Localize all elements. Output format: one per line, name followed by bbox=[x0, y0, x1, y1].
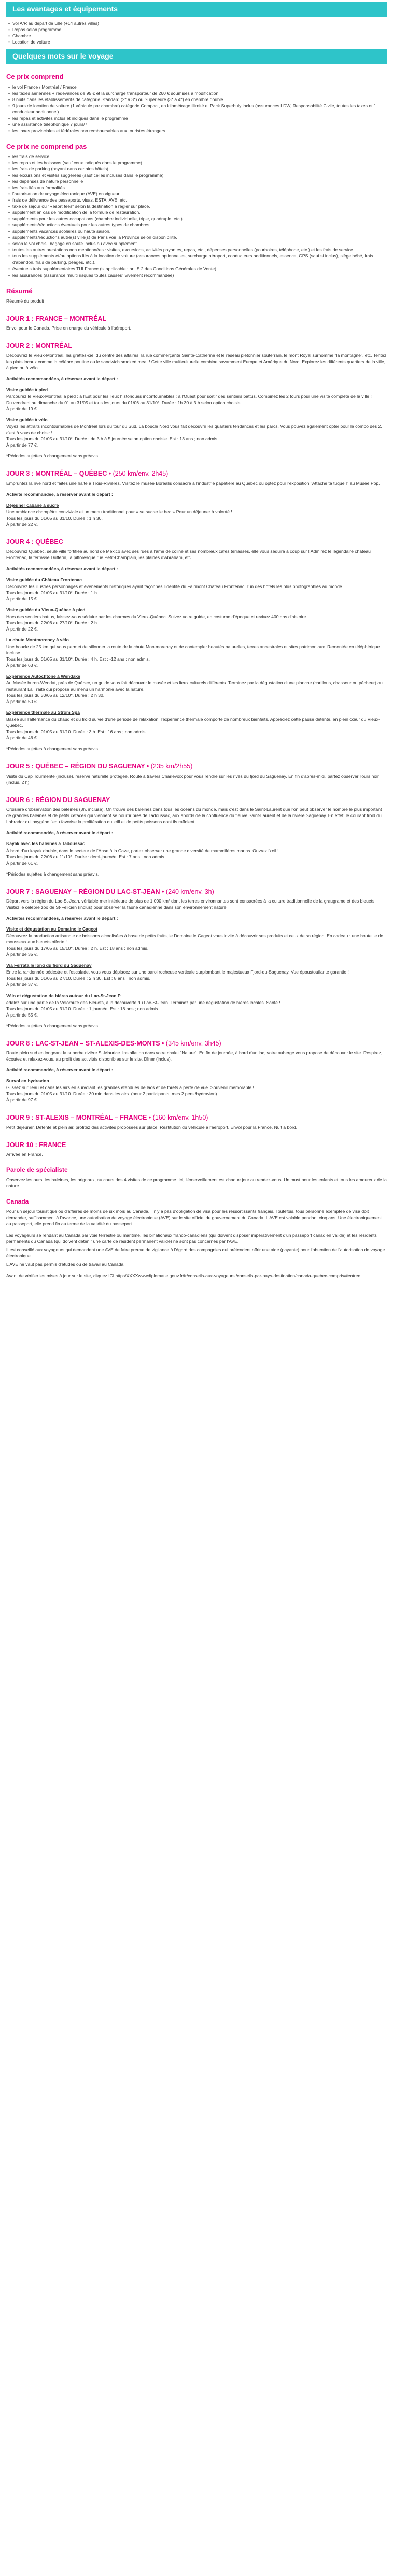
day-title-text: JOUR 4 : QUÉBEC bbox=[6, 538, 63, 546]
day-title-text: JOUR 9 : ST-ALEXIS – MONTRÉAL – FRANCE • bbox=[6, 1114, 151, 1122]
activity-detail: Tous les jours du 01/05 au 31/10*. Durée : de 3 h à 5 journée selon option choisie. Est : 13 ans ; non admis. bbox=[6, 436, 219, 442]
about-title: Quelques mots sur le voyage bbox=[6, 49, 387, 64]
day-title bbox=[6, 1039, 387, 1049]
excludes-item: • les dépenses de nature personnelle bbox=[12, 178, 387, 184]
specialist-text: Observez les ours, les baleines, les orignaux, au cours des 4 visites de ce programme. Ici, l'émerveillement est chaque jour au rendez-vous. Un must pour les enfants et tous les amoureux de la nature. bbox=[6, 1177, 387, 1189]
excludes-item: • supplément en cas de modification de la formule de restauration. bbox=[12, 209, 387, 216]
advantages-title: Les avantages et équipements bbox=[6, 2, 387, 17]
activities-heading: Activités recommandées, à réserver avant le départ : bbox=[6, 915, 118, 921]
includes-item: • les taxes provinciales et fédérales non remboursables aux touristes étrangers bbox=[12, 127, 387, 134]
includes-item: • 9 jours de location de voiture (1 véhicule par chambre) catégorie Compact, en kilométrage illimité et Pack Superbuly inclus (assurances LDW, Responsabilité Civile, toutes les taxes et 1 conducteur additionnel) bbox=[12, 103, 387, 115]
activity-detail: À partir de 37 €. bbox=[6, 982, 38, 988]
excludes-item: • les frais liés aux formalités bbox=[12, 184, 387, 191]
day-title bbox=[6, 341, 387, 351]
activity-name: Visite et dégustation au Domaine le Cageot bbox=[6, 926, 98, 932]
day-description: Croisière d'observation des baleines (3h, incluse). On trouve des baleines dans tous les océans du monde, mais c'est dans le Saint-Laurent que l'on peut observer le nombre le plus important de grandes baleines et de petits cétacés qui viennent se nourrir près de Tadoussac, aux abords de la confluence du fleuve Saint-Laurent et de la rivière Saguenay. En effet, le courant froid du Labrador qui oxygène l'eau favorise la prolifération du krill et de petits poissons dont ils raffolent. bbox=[6, 807, 382, 825]
period-note: *Périodes sujettes à changement sans préavis. bbox=[6, 746, 100, 752]
activity-name: Expérience thermale au Strom Spa bbox=[6, 710, 80, 715]
day-title-text: JOUR 5 : QUÉBEC – RÉGION DU SAGUENAY • bbox=[6, 763, 149, 770]
activity-detail: Basée sur l'alternance du chaud et du froid suivie d'une période de relaxation, l'expérience thermale comporte de nombreux bienfaits. Appréciez cette pause détente, en plein cœur du Vieux-Québec. bbox=[6, 717, 380, 728]
day-distance: (250 km/env. 2h45) bbox=[113, 470, 169, 478]
includes-item: • 8 nuits dans les établissements de catégorie Standard (2* à 3*) ou Supérieure (3* à 4*) en chambre double bbox=[12, 96, 387, 103]
day-title-text: JOUR 6 : RÉGION DU SAGUENAY bbox=[6, 796, 110, 804]
excludes-item: • éventuels trais supplémentaires TUI France (si applicable : art. 5.2 des Conditions Générales de Vente). bbox=[12, 266, 387, 272]
canada-link-text[interactable]: Avant de vérifier les mises à jour sur le site, cliquez ICI https/XXXXwwwdiplomatie.gouv.fr/fr/conseils-aux-voyageurs /conseils-par-pays-destination/canada-quebec-compris/#entree bbox=[6, 1273, 361, 1279]
includes-item: • les taxes aériennes + redevances de 95 € et la surcharge transporteur de 260 € soumises à modification bbox=[12, 90, 387, 96]
activity-detail: Une ambiance champêtre conviviale et un menu traditionnel pour « se sucrer le bec » Pour un déjeuner à volonté ! bbox=[6, 509, 232, 514]
canada-paragraph: Les voyageurs se rendant au Canada par voie terrestre ou maritime, les binationaux franco-canadiens (qui doivent disposer impérativement d'un passeport canadien valide) et les résidents permanents du Canada (qui doivent détenir une carte de résident permanent valide) ne sont pas concernés par l'AVE. bbox=[6, 1233, 377, 1244]
day-title-text: JOUR 10 : FRANCE bbox=[6, 1141, 66, 1149]
activity-detail: Hors des sentiers battus, laissez-vous séduire par les charmes du Vieux-Québec. Suivez votre guide, en costume d'époque et revivez 400 ans d'histoire. bbox=[6, 613, 307, 619]
day-distance: (160 km/env. 1h50) bbox=[152, 1114, 208, 1122]
activity-name: Kayak avec les baleines à Tadoussac bbox=[6, 841, 85, 847]
excludes-item: • les frais de parking (payant dans certains hôtels) bbox=[12, 166, 387, 172]
summary-title: Résumé bbox=[6, 287, 33, 295]
summary-text: Résumé du produit bbox=[6, 298, 44, 304]
canada-title: Canada bbox=[6, 1198, 29, 1206]
excludes-item: • suppléments vacances scolaires ou haute saison. bbox=[12, 228, 387, 234]
activity-name: Survol en hydravion bbox=[6, 1078, 49, 1084]
day-title bbox=[6, 538, 387, 547]
excludes-item: • frais de délivrance des passeports, visas, ESTA, AVE, etc. bbox=[12, 197, 387, 203]
activity-detail: Une boucle de 25 km qui vous permet de sillonner la route de la chute Montmorency et de contempler beautés naturelles, terres ancestrales et sites patrimoniaux. Remontée en téléphérique incluse. bbox=[6, 643, 380, 655]
activity-detail: À partir de 97 €. bbox=[6, 1097, 38, 1103]
day-distance: (240 km/env. 3h) bbox=[165, 888, 214, 895]
advantages-list bbox=[6, 20, 387, 45]
day-title bbox=[6, 314, 387, 324]
day-title-text: JOUR 2 : MONTRÉAL bbox=[6, 342, 73, 350]
day-title-text: JOUR 7 : SAGUENAY – RÉGION DU LAC-ST-JEAN • bbox=[6, 888, 164, 895]
advantage-item: • Vol A/R au départ de Lille (+14 autres villes) bbox=[12, 20, 387, 26]
activity-detail: Glissez sur l'eau et dans les airs en survolant les grandes étendues de lacs et de forêts à perte de vue. Souvenir mémorable ! bbox=[6, 1085, 254, 1091]
day-title bbox=[6, 796, 387, 805]
day-description: Découvrez le Vieux-Montréal, les grattes-ciel du centre des affaires, la rue commerçante Sainte-Catherine et le réseau piétonnier souterrain, le mont Royal surnommé "la montagne", etc. Tentez les plats locaux comme la célèbre poutine ou le sandwich smoked meat ! Cette ville multiculturelle combine savamment Europe et Amérique du Nord. Explorez les différents quartiers de la ville, à pied ou à vélo. bbox=[6, 352, 387, 370]
activity-detail: Découvrez les illustres personnages et événements historiques ayant façonnés l'identité du Fairmont Château Frontenac, l'un des hôtels les plus photographiés au monde. bbox=[6, 583, 344, 589]
activities-heading: Activité recommandée, à réserver avant le départ : bbox=[6, 830, 113, 836]
activity-name: Visite guidée du Château Frontenac bbox=[6, 577, 82, 582]
activity-name: Visite guidée du Vieux-Québec à pied bbox=[6, 607, 86, 612]
includes-item: • le vol France / Montréal / France bbox=[12, 84, 387, 90]
day-description: Route plein sud en longeant la superbe rivière St-Maurice. Installation dans votre chalet "Nature". En fin de journée, à bord d'un lac, votre auberge vous propose de découvrir le site. Respirez, écoutez et relaxez-vous, au profit des activités disponibles sur le site. Dîner (inclus). bbox=[6, 1050, 383, 1062]
activity-detail: À partir de 22 €. bbox=[6, 521, 38, 527]
day-title bbox=[6, 469, 387, 479]
activities-heading: Activité recommandée, à réserver avant le départ : bbox=[6, 1067, 113, 1073]
day-description: Arrivée en France. bbox=[6, 1152, 43, 1157]
includes-item: • une assistance téléphonique 7 jours/7 bbox=[12, 121, 387, 127]
activity-detail: Tous les jours du 01/05 au 31/10. Durée : 1 journée. Est : 18 ans ; non admis. bbox=[6, 1006, 159, 1011]
excludes-title: Ce prix ne comprend pas bbox=[6, 142, 87, 150]
day-title-text: JOUR 8 : LAC-ST-JEAN – ST-ALEXIS-DES-MONTS • bbox=[6, 1039, 164, 1047]
includes-list bbox=[6, 84, 387, 134]
day-title bbox=[6, 888, 387, 897]
period-note: *Périodes sujettes à changement sans préavis. bbox=[6, 871, 100, 877]
excludes-item: • les excursions et visites suggérées (sauf celles incluses dans le programme) bbox=[12, 172, 387, 178]
activity-detail: Parcourez le Vieux-Montréal à pied : à l'Est pour les lieux historiques incontournables ; à l'Ouest pour sortir des sentiers battus. Combinez les 2 tours pour une visite complète de la ville ! bbox=[6, 393, 372, 399]
activity-detail: Tous les jours du 22/06 au 11/10*. Durée : demi-journée. Est : 7 ans ; non admis. bbox=[6, 854, 166, 860]
period-note: *Périodes sujettes à changement sans préavis. bbox=[6, 1023, 100, 1028]
excludes-item: • suppléments/réductions éventuels pour les autres types de chambres. bbox=[12, 222, 387, 228]
activity-detail: Du vendredi au dimanche du 01 au 31/05 et tous les jours du 01/06 au 31/10*. Durée : 1h 30 à 3 h selon option choisie. bbox=[6, 400, 242, 405]
excludes-item: • les frais de service bbox=[12, 153, 387, 160]
excludes-item: • les assurances (assurance "multi risques toutes causes" vivement recommandée) bbox=[12, 272, 387, 278]
activity-detail: Voyez les attraits incontournables de Montréal lors du tour du Sud. La boucle Nord vous fait découvrir les quartiers tendances et les parcs. Vous pouvez également opter pour le combo des 2, c'est à vous de choisir ! bbox=[6, 424, 382, 436]
day-description: Envol pour le Canada. Prise en charge du véhicule à l'aéroport. bbox=[6, 325, 131, 331]
day-description: Départ vers la région du Lac-St-Jean, véritable mer intérieure de plus de 1 000 km² dont les terres environnantes sont consacrées à la culture traditionnelle de la graugrame et des bleuets. Visitez le célèbre zoo de St-Félicien (inclus) pour observer la faune canadienne dans son environnement naturel. bbox=[6, 898, 376, 910]
activity-detail: À partir de 22 €. bbox=[6, 626, 38, 632]
includes-item: • les repas et activités inclus et indiqués dans le programme bbox=[12, 115, 387, 121]
activity-detail: Tous les jours du 01/05 au 31/10. Durée : 3 h. Est : 16 ans ; non admis. bbox=[6, 729, 147, 735]
day-title-text: JOUR 1 : FRANCE – MONTRÉAL bbox=[6, 314, 107, 322]
activity-detail: Tous les jours du 01/05 au 31/10. Durée : 30 min dans les airs. (pour 2 participants, mes 2 pers./hydravion). bbox=[6, 1091, 218, 1097]
activity-detail: À partir de 35 €. bbox=[6, 952, 38, 957]
excludes-item: • selon le vol choisi, bagage en soute inclus ou avec supplément. bbox=[12, 240, 387, 247]
day-title-text: JOUR 3 : MONTRÉAL – QUÉBEC • bbox=[6, 470, 111, 478]
activity-detail: Tous les jours du 17/05 au 15/10*. Durée : 2 h. Est : 18 ans ; non admis. bbox=[6, 946, 149, 951]
includes-title: Ce prix comprend bbox=[6, 73, 64, 81]
excludes-item: • suppléments pour les autres occupations (chambre individuelle, triple, quadruple, etc.). bbox=[12, 216, 387, 222]
excludes-item: • les repas et les boissons (sauf ceux indiqués dans le programme) bbox=[12, 160, 387, 166]
day-description: Visite du Cap Tourmente (incluse), réserve naturelle protégée. Route à travers Charlevoix pour vous rendre sur les rives du fjord du Saguenay. En fin d'après-midi, partez observer l'ours noir (inclus, 2 h). bbox=[6, 773, 379, 785]
period-note: *Périodes sujettes à changement sans préavis. bbox=[6, 453, 100, 459]
day-description: Empruntez la rive nord et faites une halte à Trois-Rivières. Visitez le musée Boréalis consacré à l'industrie papetière au Québec ou optez pour l'exposition "Attache ta tuque !" au Musée Pop. bbox=[6, 480, 380, 486]
activity-detail: Entre la randonnée pédestre et l'escalade, vous vous déplacez sur une paroi rocheuse verticale surplombant le majestueux Fjord-du-Saguenay. Vue époustouflante garantie ! bbox=[6, 969, 349, 975]
excludes-item: • taxe de séjour ou "Resort fees" selon la destination à régler sur place. bbox=[12, 203, 387, 209]
page bbox=[6, 2, 387, 1279]
activity-name: Visite guidée à vélo bbox=[6, 417, 48, 423]
activity-detail: édalez sur une partie de la Véloroute des Bleuets, à la découverte du Lac-St-Jean. Terminez par une dégustation de bières locales. Santé ! bbox=[6, 999, 280, 1005]
activity-detail: À bord d'un kayak double, dans le secteur de l'Anse à la Cave, partez observer une grande diversité de mammifères marins. Ouvrez l'œil ! bbox=[6, 848, 279, 853]
activity-detail: Découvrez la production artisanale de boissons alcoolisées à base de petits fruits, le Domaine le Cageot vous invite à découvrir ses produits et ceux de sa région. En cadeau : une bouteille de mousseux aux bleuets offerte ! bbox=[6, 933, 384, 945]
specialist-title: Parole de spécialiste bbox=[6, 1166, 68, 1174]
activity-detail: Tous les jours du 01/05 au 27/10. Durée : 2 h 30. Est : 8 ans ; non admis. bbox=[6, 976, 151, 981]
activities-heading: Activité recommandée, à réserver avant le départ : bbox=[6, 491, 113, 497]
activity-detail: Tous les jours du 01/05 au 31/10. Durée : 1 h 30. bbox=[6, 515, 103, 521]
day-title bbox=[6, 1141, 387, 1150]
excludes-item: • suppléments/réductions autre(s) ville(s) de Paris voir la Province selon disponibilité. bbox=[12, 234, 387, 240]
activity-detail: À partir de 61 €. bbox=[6, 860, 38, 866]
day-description: Petit déjeuner. Détente et plein air, profitez des activités proposées sur place. Restitution du véhicule à l'aéroport. Envol pour la France. Nuit à bord. bbox=[6, 1124, 298, 1130]
activity-detail: Au Musée huron-Wendat, près de Québec, un guide vous fait découvrir le musée et les lieux culturels différents. Terminez par la dégustation d'une planche (carillous, chasseur ou pêcheur) au restaurant La Traite qui propose au menu un harmonie avec la nature. bbox=[6, 680, 383, 692]
excludes-list bbox=[6, 153, 387, 278]
day-title bbox=[6, 762, 387, 771]
activity-name: Déjeuner cabane à sucre bbox=[6, 502, 59, 508]
activity-detail: À partir de 19 €. bbox=[6, 406, 38, 412]
activities-heading: Activités recommandées, à réserver avant le départ : bbox=[6, 376, 118, 381]
activity-detail: À partir de 77 €. bbox=[6, 442, 38, 448]
activity-detail: À partir de 46 €. bbox=[6, 735, 38, 741]
activity-name: Via Ferrata le long du fjord du Saguenay bbox=[6, 963, 92, 968]
activity-name: Expérience Autochtone à Wendake bbox=[6, 673, 80, 679]
activity-detail: Tous les jours du 01/05 au 31/10*. Durée : 4 h. Est : -12 ans ; non admis. bbox=[6, 656, 150, 662]
advantage-item: • Chambre bbox=[12, 33, 387, 39]
day-distance: (345 km/env. 3h45) bbox=[165, 1039, 221, 1047]
activity-detail: À partir de 63 €. bbox=[6, 662, 38, 668]
canada-paragraph: Pour un séjour touristique ou d'affaires de moins de six mois au Canada, il n'y a pas d'obligation de visa pour les ressortissants français. Toutefois, tous personne exemptée de visa doit demander, suffisamment à l'avance, une autorisation de voyage électronique (AVE) sur le site officiel du gouvernement du Canada. L'AVE est valable pendant cinq ans. Une électroniquement au passeport, elle prend fin au terme de la validité du passeport. bbox=[6, 1209, 382, 1227]
activity-name: Visite guidée à pied bbox=[6, 387, 48, 392]
day-distance: (235 km/2h55) bbox=[150, 763, 193, 770]
day-description: Découvrez Québec, seule ville fortifiée au nord de Mexico avec ses rues à l'âme de coline et ses nombreux cafés terrasses, elle vous séduira à coup sûr ! Admirez le légendaire château Frontenac, la terrasse Dufferin, la pittoresque rue Petit-Champlain, les plaines d'Abraham, etc... bbox=[6, 549, 371, 561]
activity-detail: À partir de 50 €. bbox=[6, 699, 38, 705]
activity-detail: Tous les jours du 22/06 au 27/10*. Durée : 2 h. bbox=[6, 620, 99, 625]
excludes-item: • l'autorisation de voyage électronique (AVE) en vigueur bbox=[12, 191, 387, 197]
excludes-item: • toutes les autres prestations non mentionnées : visites, excursions, activités payantes, repas, etc., dépenses personnelles (pourboires, téléphone, etc.) et les frais de service. bbox=[12, 247, 387, 253]
activity-detail: À partir de 15 €. bbox=[6, 596, 38, 602]
activities-heading: Activités recommandées, à réserver avant le départ : bbox=[6, 566, 118, 571]
canada-paragraph: L'AVE ne vaut pas permis d'études ou de travail au Canada. bbox=[6, 1262, 125, 1267]
canada-paragraph: Il est conseillé aux voyageurs qui demandent une AVE de faire preuve de vigilance à l'égard des compagnies qui prétendent offrir une aide (payante) pour l'obtention de l'autorisation de voyage électronique. bbox=[6, 1247, 385, 1259]
advantage-item: • Location de voiture bbox=[12, 39, 387, 45]
activity-detail: Tous les jours du 01/05 au 31/10*. Durée : 1 h. bbox=[6, 590, 99, 595]
advantage-item: • Repas selon programme bbox=[12, 26, 387, 33]
activity-detail: À partir de 55 €. bbox=[6, 1012, 38, 1018]
activity-name: Vélo et dégustation de bières autour du Lac-St-Jean P bbox=[6, 993, 121, 998]
excludes-item: • tous les suppléments et/ou options liés à la location de voiture (assurances optionnelles, surcharge aéroport, conducteurs additionnels, essence, GPS (sauf si inclus), siège bébé, frais d'abandon, frais de parking, péages, etc.). bbox=[12, 253, 387, 265]
activity-detail: Tous les jours du 30/05 au 12/10*. Durée : 2 h 30. bbox=[6, 693, 105, 698]
day-title bbox=[6, 1113, 387, 1123]
itinerary bbox=[6, 314, 387, 1158]
activity-name: La chute Montmorency à vélo bbox=[6, 637, 69, 642]
